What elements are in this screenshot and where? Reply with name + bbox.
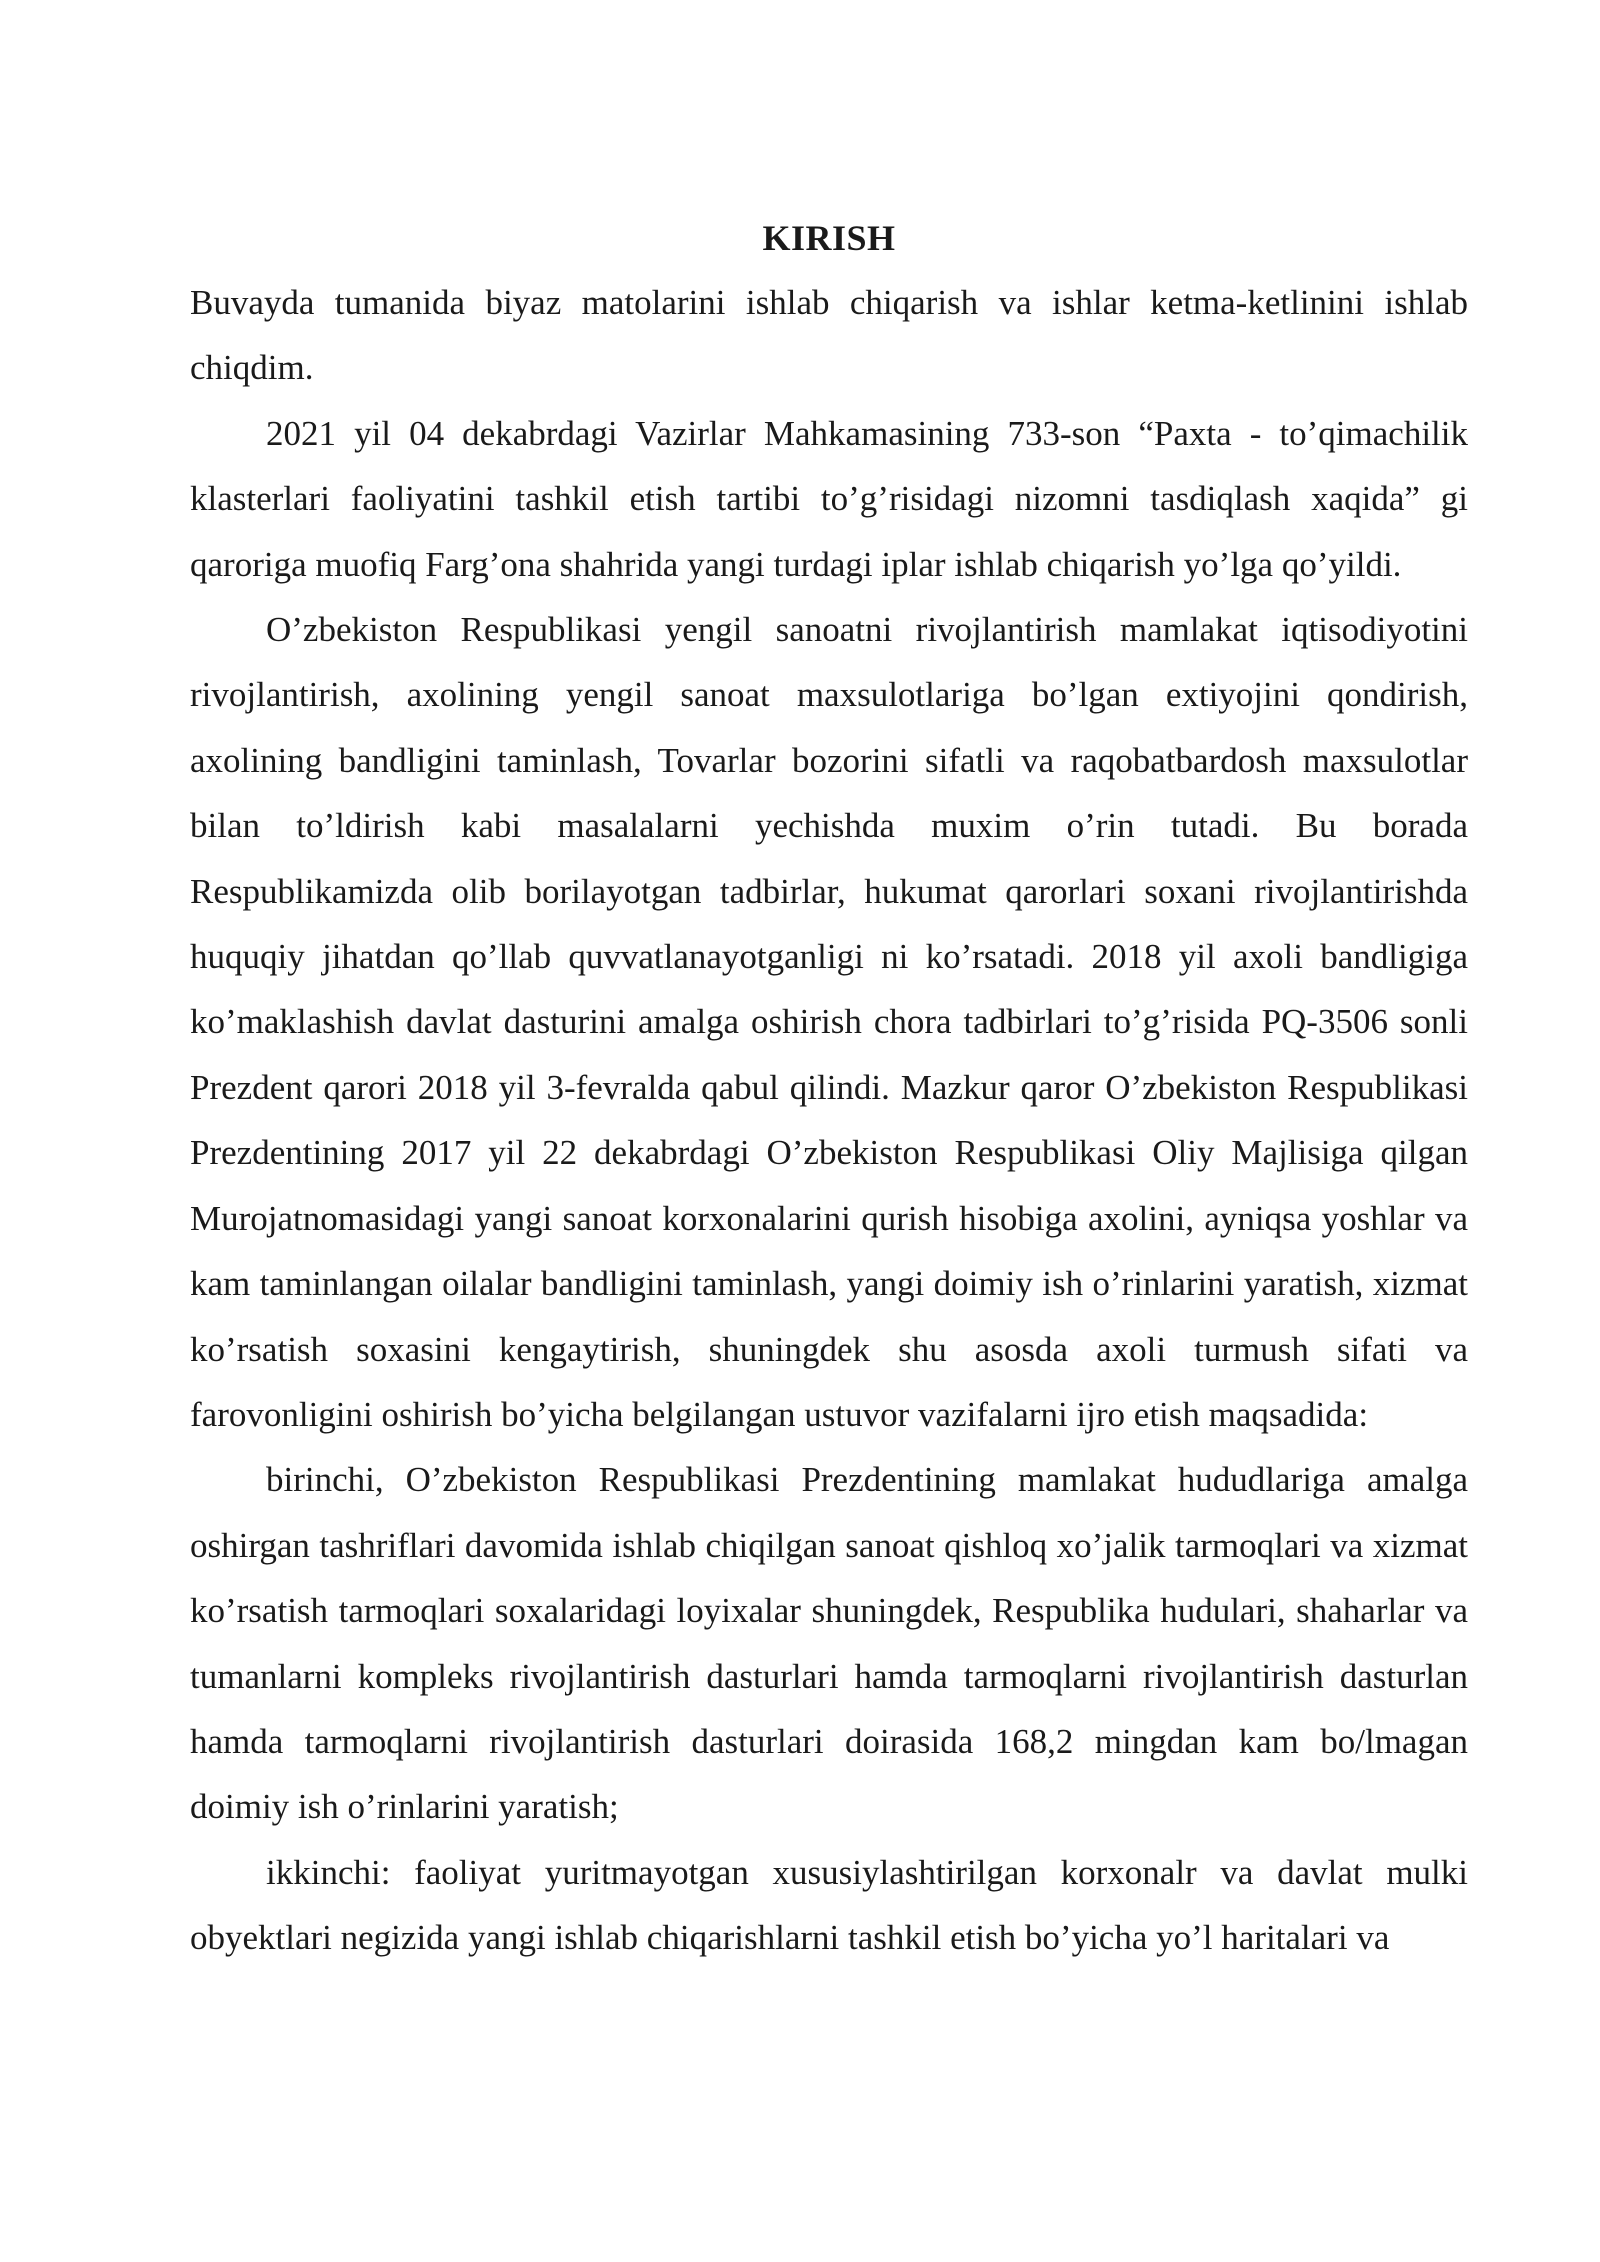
paragraph-light-industry: O’zbekiston Respublikasi yengil sanoatni rivojlantirish mamlakat iqtisodiyotini rivojlantirish, axolining yengil sanoat maxsulotlariga bo’lgan extiyojini qondirish, axolining bandligini taminlash, Tovarlar bozorini sifatli va raqobatbardosh maxsulotlar bilan to’ldirish kabi masalalarni yechishda muxim o’rin tutadi. Bu borada Respublikamizda olib borilayotgan tadbirlar, hukumat qarorlari soxani rivojlantirishda huquqiy jihatdan qo’llab quvvatlanayotganligi ni ko’rsatadi. 2018 yil axoli bandligiga ko’maklashish davlat dasturini amalga oshirish chora tadbirlari to’g’risida PQ-3506 sonli Prezdent qarori 2018 yil 3-fevralda qabul qilindi. Mazkur qaror O’zbekiston Respublikasi Prezdentining 2017 yil 22 dekabrdagi O’zbekiston Respublikasi Oliy Majlisiga qilgan Murojatnomasidagi yangi sanoat korxonalarini qurish hisobiga axolini, ayniqsa yoshlar va kam taminlangan oilalar bandligini taminlash, yangi doimiy ish o’rinlarini yaratish, xizmat ko’rsatish soxasini kengaytirish, shuningdek shu asosda axoli turmush sifati va farovonligini oshirish bo’yicha belgilangan ustuvor vazifalarni ijro etish maqsadida: bbox=[190, 610, 1468, 1434]
document-page bbox=[190, 210, 1468, 1971]
paragraph-intro: Buvayda tumanida biyaz matolarini ishlab chiqarish va ishlar ketma-ketlinini ishlab chiqdim. bbox=[190, 283, 1468, 388]
paragraph-second-task: ikkinchi: faoliyat yuritmayotgan xususiylashtirilgan korxonalr va davlat mulki obyektlari negizida yangi ishlab chiqarishlarni tashkil etish bo’yicha yo’l haritalari va bbox=[190, 1852, 1468, 1958]
document-title: KIRISH bbox=[762, 218, 896, 258]
paragraph-resolution: 2021 yil 04 dekabrdagi Vazirlar Mahkamasining 733-son “Paxta - to’qimachilik klasterlari faoliyatini tashkil etish tartibi to’g’risidagi nizomni tasdiqlash xaqida” gi qaroriga muofiq Farg’ona shahrida yangi turdagi iplar ishlab chiqarish yo’lga qo’yildi. bbox=[190, 413, 1468, 584]
paragraph-first-task: birinchi, O’zbekiston Respublikasi Prezdentining mamlakat hududlariga amalga oshirgan tashriflari davomida ishlab chiqilgan sanoat qishloq xo’jalik tarmoqlari va xizmat ko’rsatish tarmoqlari soxalaridagi loyixalar shuningdek, Respublika hudulari, shaharlar va tumanlarni kompleks rivojlantirish dasturlari hamda tarmoqlarni rivojlantirish dasturlan hamda tarmoqlarni rivojlantirish dasturlari doirasida 168,2 mingdan kam bo/lmagan doimiy ish o’rinlarini yaratish; bbox=[190, 1460, 1468, 1827]
